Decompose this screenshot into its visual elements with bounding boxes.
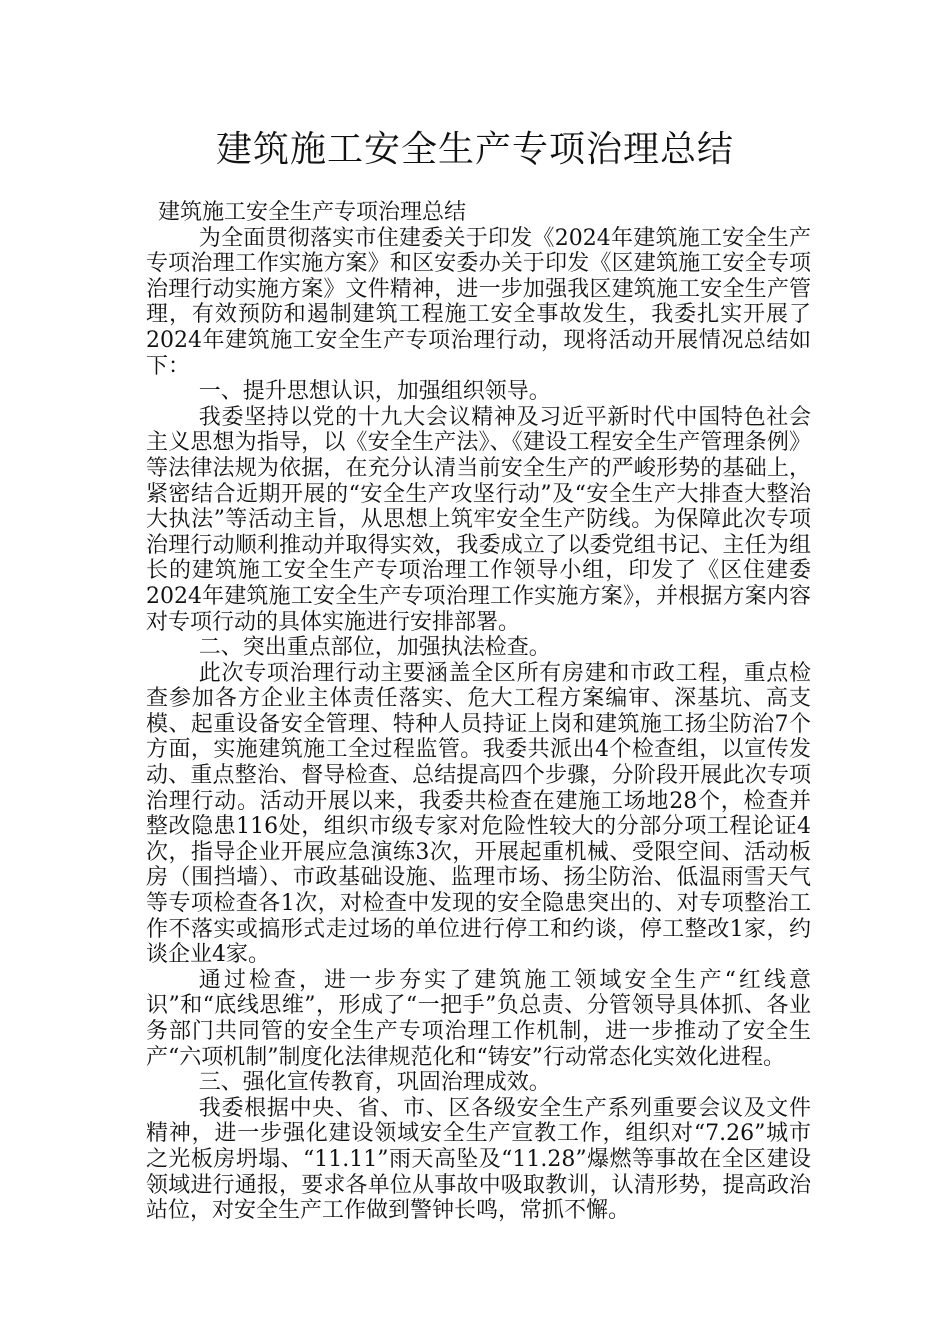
document-body	[146, 200, 811, 1224]
section-heading-3: 三、强化宣传教育，巩固治理成效。	[198, 1070, 551, 1096]
document-title: 建筑施工安全生产专项治理总结	[215, 129, 734, 170]
section-heading-2: 二、突出重点部位，加强执法检查。	[198, 635, 551, 661]
section-2-summary-paragraph: 通过检查，进一步夯实了建筑施工领域安全生产“红线意识”和“底线思维”，形成了“一把手”负总责、分管领导具体抓、各业务部门共同管的安全生产专项治理工作机制，进一步推动了安全生产“六项机制”制度化法律规范化和“铸安”行动常态化实效化进程。	[146, 967, 811, 1070]
section-1-paragraph: 我委坚持以党的十九大会议精神及习近平新时代中国特色社会主义思想为指导，以《安全生产法》、《建设工程安全生产管理条例》等法律法规为依据，在充分认清当前安全生产的严峻形势的基础上，紧密结合近期开展的“安全生产攻坚行动”及“安全生产大排查大整治大执法”等活动主旨，从思想上筑牢安全生产防线。为保障此次专项治理行动顺利推动并取得实效，我委成立了以委党组书记、主任为组长的建筑施工安全生产专项治理工作领导小组，印发了《区住建委2024年建筑施工安全生产专项治理工作实施方案》，并根据方案内容对专项行动的具体实施进行安排部署。	[146, 404, 811, 635]
section-heading-1: 一、提升思想认识，加强组织领导。	[198, 379, 551, 405]
intro-paragraph: 为全面贯彻落实市住建委关于印发《2024年建筑施工安全生产专项治理工作实施方案》和区安委办关于印发《区建筑施工安全专项治理行动实施方案》文件精神，进一步加强我区建筑施工安全生产管理，有效预防和遏制建筑工程施工安全事故发生，我委扎实开展了2024年建筑施工安全生产专项治理行动，现将活动开展情况总结如下：	[146, 225, 811, 379]
section-2-paragraph: 此次专项治理行动主要涵盖全区所有房建和市政工程，重点检查参加各方企业主体责任落实、危大工程方案编审、深基坑、高支模、起重设备安全管理、特种人员持证上岗和建筑施工扬尘防治7个方面，实施建筑施工全过程监管。我委共派出4个检查组，以宣传发动、重点整治、督导检查、总结提高四个步骤，分阶段开展此次专项治理行动。活动开展以来，我委共检查在建施工场地28个，检查并整改隐患116处，组织市级专家对危险性较大的分部分项工程论证4次，指导企业开展应急演练3次，开展起重机械、受限空间、活动板房（围挡墙）、市政基础设施、监理市场、扬尘防治、低温雨雪天气等专项检查各1次，对检查中发现的安全隐患突出的、对专项整治工作不落实或搞形式走过场的单位进行停工和约谈，停工整改1家，约谈企业4家。	[146, 660, 811, 968]
document-subtitle: 建筑施工安全生产专项治理总结	[158, 200, 467, 225]
section-3-paragraph: 我委根据中央、省、市、区各级安全生产系列重要会议及文件精神，进一步强化建设领域安全生产宣教工作，组织对“7.26”城市之光板房坍塌、“11.11”雨天高坠及“11.28”爆燃等事故在全区建设领域进行通报，要求各单位从事故中吸取教训，认清形势，提高政治站位，对安全生产工作做到警钟长鸣，常抓不懈。	[146, 1095, 811, 1224]
